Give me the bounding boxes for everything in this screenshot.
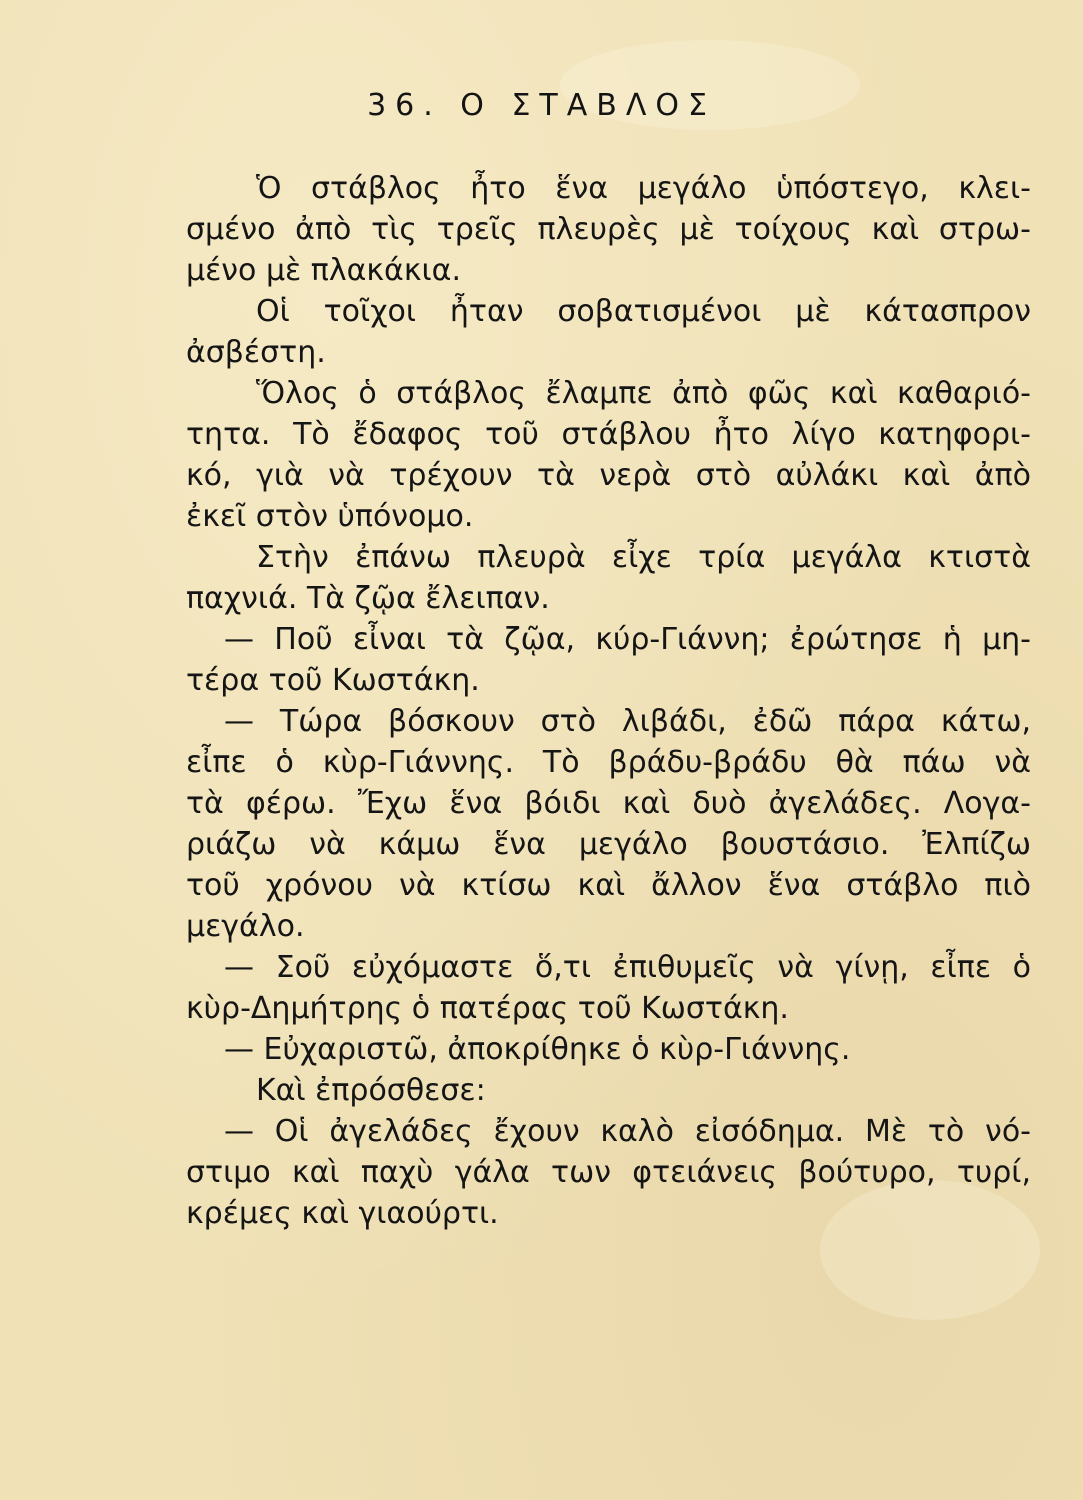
text-line: τὰ φέρω. Ἔχω ἕνα βόιδι καὶ δυὸ ἀγελάδες. Λογα- bbox=[186, 786, 1031, 821]
chapter-body bbox=[186, 168, 1031, 1234]
text-line: κρέμες καὶ γιαούρτι. bbox=[186, 1196, 499, 1231]
text-line: Καὶ ἐπρόσθεσε: bbox=[256, 1073, 486, 1108]
text-line: παχνιά. Τὰ ζῷα ἔλειπαν. bbox=[186, 581, 550, 616]
text-line: στιμο καὶ παχὺ γάλα των φτειάνεις βούτυρο, τυρί, bbox=[186, 1155, 1031, 1190]
text-line: τητα. Τὸ ἔδαφος τοῦ στάβλου ἦτο λίγο κατηφορι- bbox=[186, 417, 1031, 452]
text-line: κὺρ-Δημήτρης ὁ πατέρας τοῦ Κωστάκη. bbox=[186, 991, 789, 1026]
text-line: μεγάλο. bbox=[186, 909, 305, 944]
text-line: σμένο ἀπὸ τὶς τρεῖς πλευρὲς μὲ τοίχους καὶ στρω- bbox=[186, 212, 1031, 247]
text-line: Ὅλος ὁ στάβλος ἔλαμπε ἀπὸ φῶς καὶ καθαριό- bbox=[256, 376, 1031, 411]
text-line: — Ποῦ εἶναι τὰ ζῷα, κύρ-Γιάννη; ἐρώτησε ἡ μη- bbox=[224, 622, 1031, 657]
chapter-title: 36. Ο ΣΤΑΒΛΟΣ bbox=[367, 88, 716, 123]
text-line: ἐκεῖ στὸν ὑπόνομο. bbox=[186, 499, 474, 534]
text-line: τοῦ χρόνου νὰ κτίσω καὶ ἄλλον ἕνα στάβλο πιὸ bbox=[186, 868, 1031, 903]
text-line: — Σοῦ εὐχόμαστε ὅ,τι ἐπιθυμεῖς νὰ γίνῃ, εἶπε ὁ bbox=[224, 950, 1031, 985]
text-line: Ὁ στάβλος ἦτο ἕνα μεγάλο ὑπόστεγο, κλει- bbox=[256, 171, 1031, 206]
text-line: εἶπε ὁ κὺρ-Γιάννης. Τὸ βράδυ-βράδυ θὰ πάω νὰ bbox=[186, 745, 1031, 780]
text-line: μένο μὲ πλακάκια. bbox=[186, 253, 461, 288]
text-line: — Εὐχαριστῶ, ἀποκρίθηκε ὁ κὺρ-Γιάννης. bbox=[224, 1032, 851, 1067]
text-line: Στὴν ἐπάνω πλευρὰ εἶχε τρία μεγάλα κτιστὰ bbox=[256, 540, 1031, 575]
text-line: — Τώρα βόσκουν στὸ λιβάδι, ἐδῶ πάρα κάτω, bbox=[224, 704, 1031, 739]
text-line: ἀσβέστη. bbox=[186, 335, 326, 370]
text-line: — Οἱ ἀγελάδες ἔχουν καλὸ εἰσόδημα. Μὲ τὸ νό- bbox=[224, 1114, 1031, 1149]
text-line: κό, γιὰ νὰ τρέχουν τὰ νερὰ στὸ αὐλάκι καὶ ἀπὸ bbox=[186, 458, 1031, 493]
text-line: Οἱ τοῖχοι ἦταν σοβατισμένοι μὲ κάτασπρον bbox=[256, 294, 1031, 329]
text-line: ριάζω νὰ κάμω ἕνα μεγάλο βουστάσιο. Ἐλπίζω bbox=[186, 827, 1031, 862]
text-line: τέρα τοῦ Κωστάκη. bbox=[186, 663, 480, 698]
